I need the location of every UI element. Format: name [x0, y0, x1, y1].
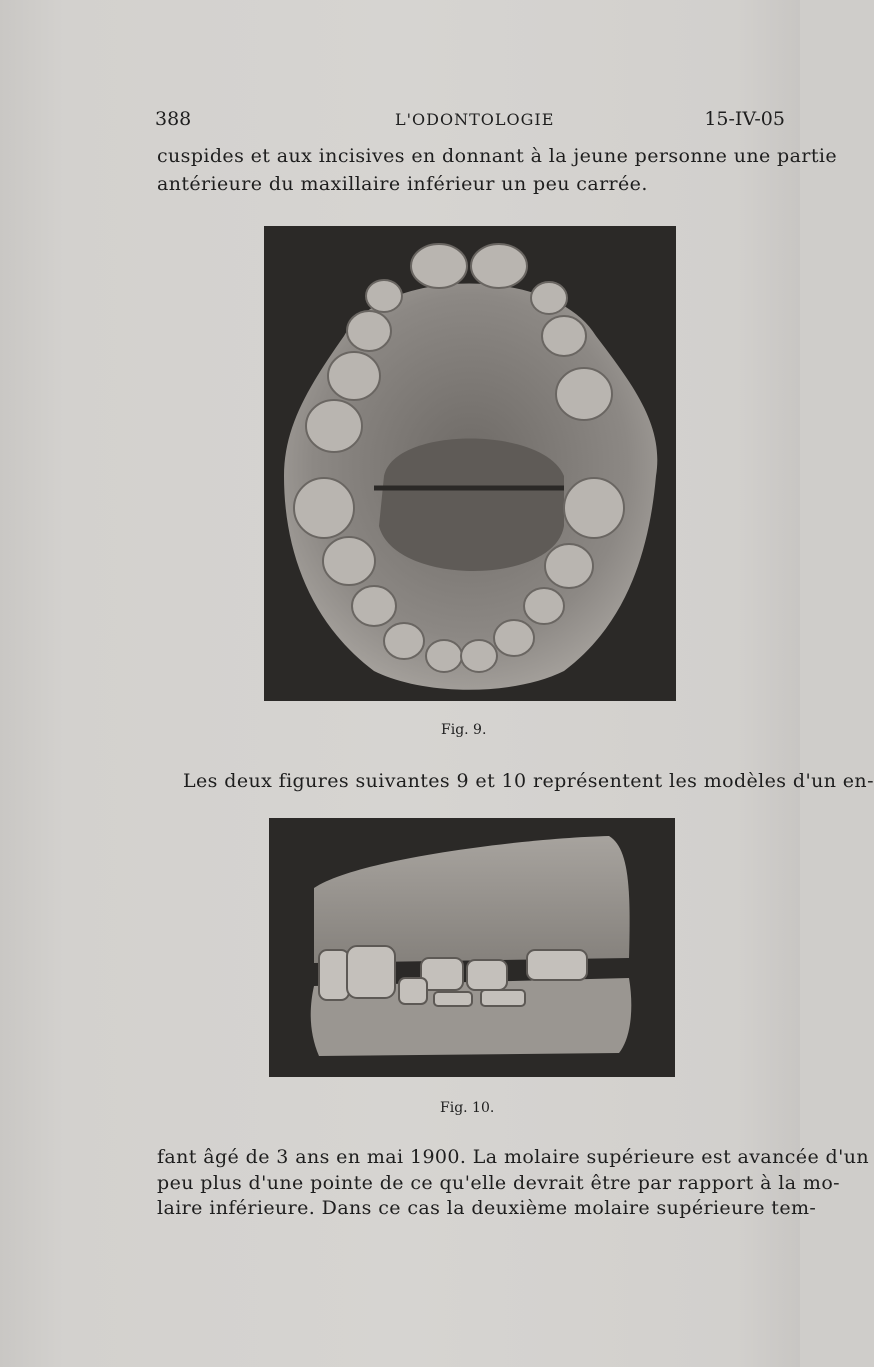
text-line: peu plus d'une pointe de ce qu'elle devrait être par rapport à la mo-: [157, 1172, 840, 1194]
text-line: cuspides et aux incisives en donnant à la jeune personne une partie: [157, 145, 837, 167]
dental-model-side-illustration: [269, 818, 675, 1077]
figure-9-photo: [264, 226, 676, 701]
journal-title: L'ODONTOLOGIE: [395, 110, 555, 129]
issue-date: 15-IV-05: [704, 108, 785, 130]
figure-9-caption: Fig. 9.: [441, 722, 487, 738]
page-number: 388: [155, 108, 192, 130]
figure-10-caption: Fig. 10.: [440, 1100, 495, 1116]
figure-10-photo: [269, 818, 675, 1077]
text-line: fant âgé de 3 ans en mai 1900. La molaire supérieure est avancée d'un: [157, 1146, 869, 1168]
running-header: [155, 108, 785, 138]
text-line: Les deux figures suivantes 9 et 10 représentent les modèles d'un en-: [183, 770, 874, 792]
text-line: antérieure du maxillaire inférieur un peu carrée.: [157, 173, 648, 195]
dental-arch-illustration: [264, 226, 676, 701]
text-line: laire inférieure. Dans ce cas la deuxième molaire supérieure tem-: [157, 1197, 817, 1219]
